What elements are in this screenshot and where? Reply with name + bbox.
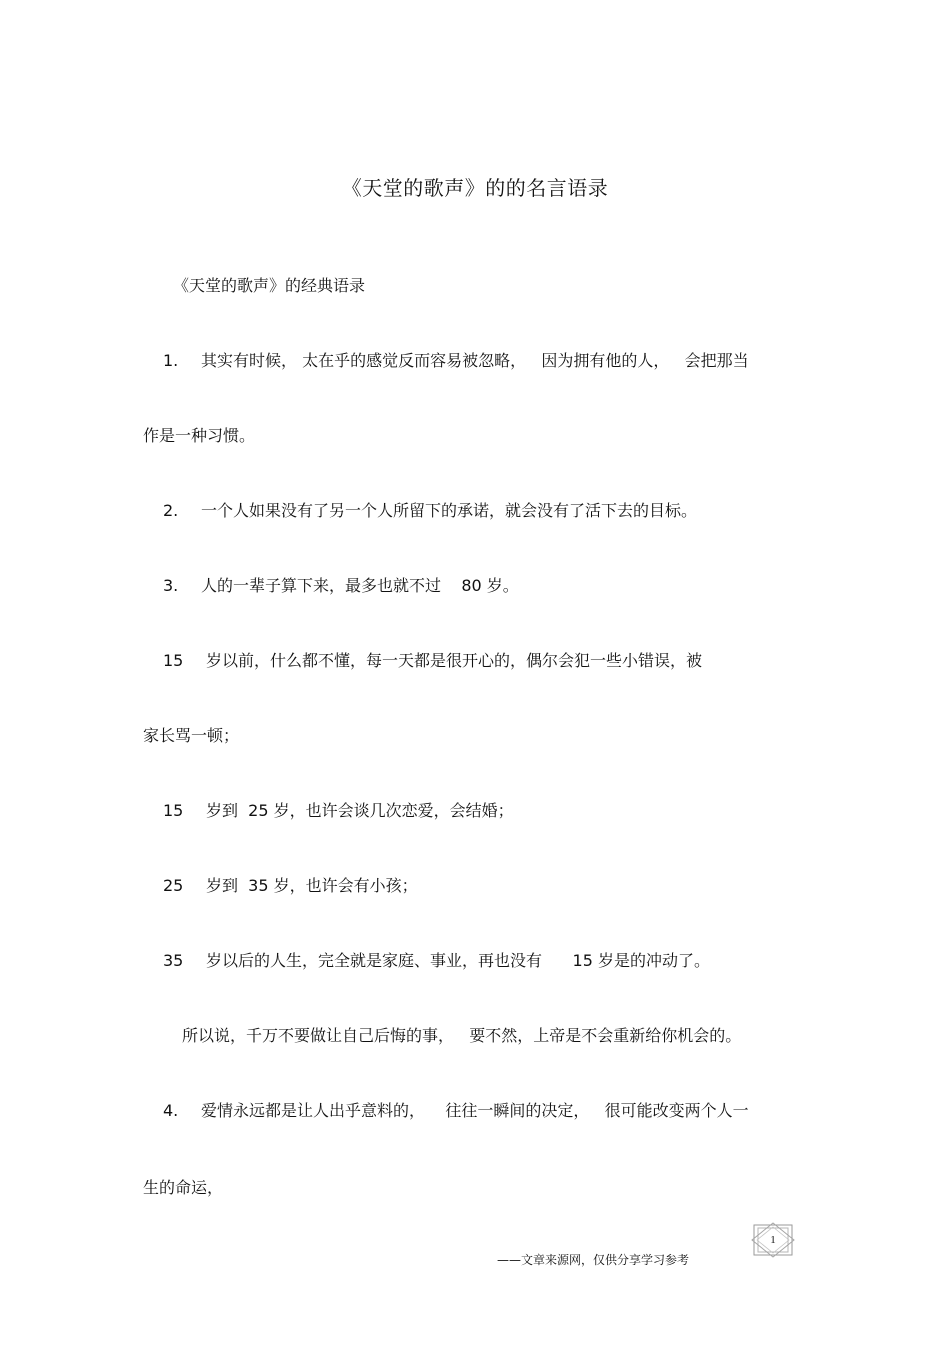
document-title: 《天堂的歌声》的的名言语录 [341, 176, 609, 200]
age-text: 岁以前，什么都不懂，每一天都是很开心的，偶尔会犯一些小错误，被 [206, 651, 703, 670]
age-line-25-35 [163, 876, 418, 896]
quote-item-2 [163, 501, 697, 521]
age-text: 岁到 25 岁，也许会谈几次恋爱，会结婚； [206, 801, 514, 820]
item-text: 爱情永远都是让人出乎意料的， 往往一瞬间的决定， 很可能改变两个人一 [201, 1101, 749, 1120]
item-number: 1. [163, 351, 179, 370]
page-number: 1 [770, 1234, 776, 1246]
quote-item-1 [163, 351, 749, 371]
conclusion-line: 所以说，千万不要做让自己后悔的事， 要不然，上帝是不会重新给你机会的。 [182, 1026, 742, 1045]
age-number: 25 [163, 876, 184, 895]
age-text: 岁以后的人生，完全就是家庭、事业，再也没有 15 岁是的冲动了。 [206, 951, 710, 970]
age-line-15-before-continuation: 家长骂一顿； [143, 726, 240, 745]
age-number: 15 [163, 651, 184, 670]
section-subtitle: 《天堂的歌声》的经典语录 [173, 276, 366, 295]
quote-item-4 [163, 1101, 749, 1121]
item-text: 一个人如果没有了另一个人所留下的承诺，就会没有了活下去的目标。 [201, 501, 698, 520]
age-line-15-before [163, 651, 702, 671]
age-line-15-25 [163, 801, 514, 821]
age-text: 岁到 35 岁，也许会有小孩； [206, 876, 418, 895]
age-number: 15 [163, 801, 184, 820]
item-number: 2. [163, 501, 179, 520]
page-number-badge [750, 1222, 796, 1258]
item-text: 其实有时候， 太在乎的感觉反而容易被忽略， 因为拥有他的人， 会把那当 [201, 351, 749, 370]
quote-item-1-continuation: 作是一种习惯。 [143, 426, 256, 445]
footer-source-note: ——文章来源网，仅供分享学习参考 [497, 1253, 690, 1267]
item-number: 3. [163, 576, 179, 595]
quote-item-3 [163, 576, 519, 596]
age-line-35-after [163, 951, 710, 971]
age-number: 35 [163, 951, 184, 970]
item-number: 4. [163, 1101, 179, 1120]
quote-item-4-continuation: 生的命运， [143, 1178, 224, 1197]
item-text: 人的一辈子算下来，最多也就不过 80 岁。 [201, 576, 519, 595]
